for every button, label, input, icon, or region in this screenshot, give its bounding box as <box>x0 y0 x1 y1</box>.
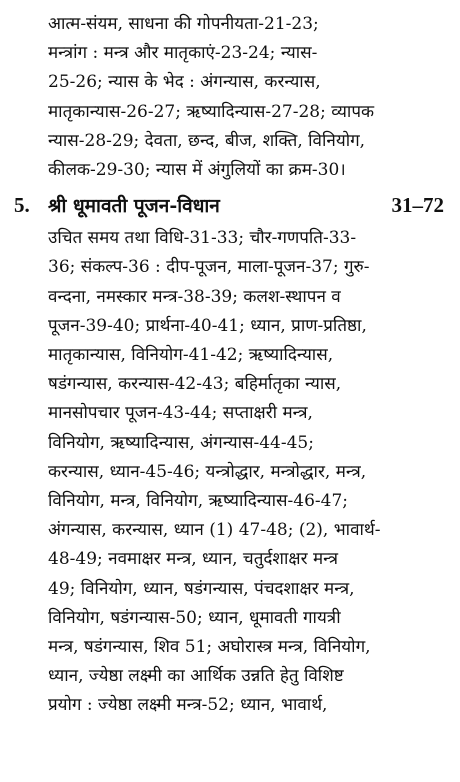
toc-line: विनियोग, ऋष्यादिन्यास, अंगन्यास-44-45; <box>48 432 314 453</box>
toc-line: मानसोपचार पूजन-43-44; सप्ताक्षरी मन्त्र, <box>48 403 313 424</box>
toc-line: मन्त्रांग : मन्त्र और मातृकाएं-23-24; न्यास- <box>48 43 318 64</box>
toc-line: करन्यास, ध्यान-45-46; यन्त्रोद्धार, मन्त्रोद्धार, मन्त्र, <box>48 461 367 482</box>
toc-line: उचित समय तथा विधि-31-33; चौर-गणपति-33- <box>48 228 357 249</box>
toc-line: विनियोग, मन्त्र, विनियोग, ऋष्यादिन्यास-46-47; <box>48 491 349 512</box>
section-page-range: 31–72 <box>391 193 444 218</box>
toc-line: 36; संकल्प-36 : दीप-पूजन, माला-पूजन-37; गुरु- <box>48 257 370 278</box>
toc-line: मातृकान्यास-26-27; ऋष्यादिन्यास-27-28; व्यापक <box>48 101 375 122</box>
toc-line: न्यास-28-29; देवता, छन्द, बीज, शक्ति, विनियोग, <box>48 130 366 151</box>
toc-line: विनियोग, षडंगन्यास-50; ध्यान, धूमावती गायत्री <box>48 607 341 628</box>
toc-line: पूजन-39-40; प्रार्थना-40-41; ध्यान, प्राण-प्रतिष्ठा, <box>48 315 367 336</box>
toc-line: 49; विनियोग, ध्यान, षडंगन्यास, पंचदशाक्षर मन्त्र, <box>48 578 355 599</box>
previous-section-entries <box>14 10 446 185</box>
toc-line: आत्म-संयम, साधना की गोपनीयता-21-23; <box>48 14 319 34</box>
toc-line: ध्यान, ज्येष्ठा लक्ष्मी का आर्थिक उन्नति हेतु विशिष्ट <box>48 666 344 687</box>
section-heading-left <box>14 187 220 224</box>
toc-line: 48-49; नवमाक्षर मन्त्र, ध्यान, चतुर्दशाक्षर मन्त्र <box>48 549 339 570</box>
section-number: 5. <box>14 193 30 218</box>
toc-line: मातृकान्यास, विनियोग-41-42; ऋष्यादिन्यास, <box>48 345 334 366</box>
section-entries <box>14 224 446 720</box>
toc-line: 25-26; न्यास के भेद : अंगन्यास, करन्यास, <box>48 72 321 93</box>
section-title: श्री धूमावती पूजन-विधान <box>48 195 220 218</box>
toc-line: मन्त्र, षडंगन्यास, शिव 51; अघोरास्त्र मन्त्र, विनियोग, <box>48 637 371 658</box>
toc-line: वन्दना, नमस्कार मन्त्र-38-39; कलश-स्थापन व <box>48 286 341 307</box>
section-heading <box>14 187 446 224</box>
toc-line: प्रयोग : ज्येष्ठा लक्ष्मी मन्त्र-52; ध्यान, भावार्थ, <box>48 695 328 716</box>
toc-line: कीलक-29-30; न्यास में अंगुलियों का क्रम-30। <box>48 160 346 181</box>
toc-line: षडंगन्यास, करन्यास-42-43; बहिर्मातृका न्यास, <box>48 374 342 395</box>
toc-line: अंगन्यास, करन्यास, ध्यान (1) 47-48; (2), भावार्थ- <box>48 520 381 541</box>
